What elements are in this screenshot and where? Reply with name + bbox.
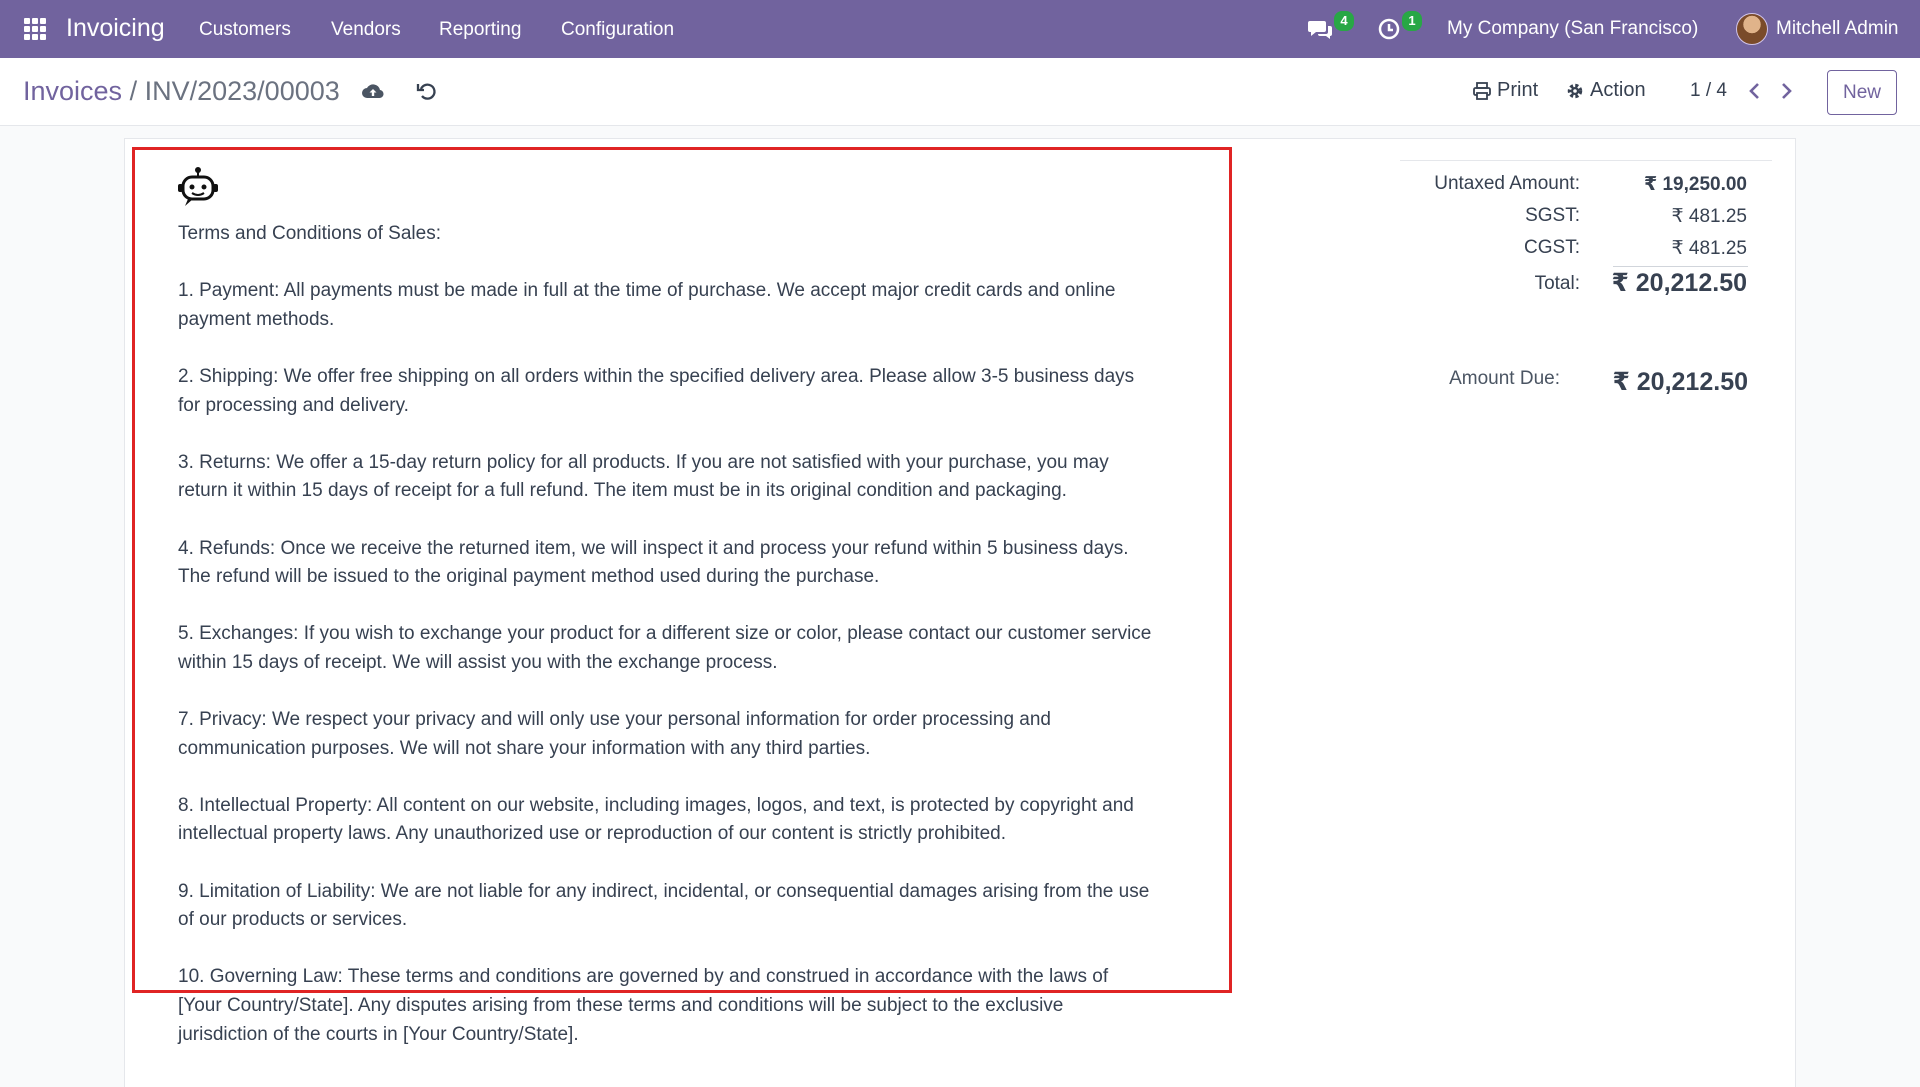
total-value: ₹ 20,212.50 bbox=[1611, 269, 1747, 297]
terms-heading: Terms and Conditions of Sales: bbox=[178, 223, 441, 244]
company-switcher[interactable]: My Company (San Francisco) bbox=[1447, 18, 1699, 39]
terms-item-exchanges: 5. Exchanges: If you wish to exchange your product for a different size or color, please contact our customer service within 15 days of receipt. We will assist you with the exchange process. bbox=[178, 623, 1152, 673]
action-button[interactable] bbox=[1566, 79, 1646, 102]
chevron-right-icon[interactable] bbox=[1776, 80, 1796, 102]
cgst-value: ₹ 481.25 bbox=[1671, 238, 1747, 259]
amount-due-label: Amount Due: bbox=[1449, 368, 1560, 389]
user-avatar[interactable] bbox=[1736, 13, 1768, 45]
terms-item-privacy: 7. Privacy: We respect your privacy and will only use your personal information for order processing and communication purposes. We will not share your information with any third parties. bbox=[178, 709, 1051, 759]
top-navbar bbox=[0, 0, 1920, 58]
terms-item-governing-law: 10. Governing Law: These terms and conditions are governed by and construed in accordance with the laws of [Your Country/State]. Any disputes arising from these terms and conditions will be subject to the exclusive jurisdiction of the courts in [Your Country/State]. bbox=[178, 966, 1109, 1045]
apps-menu-icon[interactable] bbox=[24, 18, 46, 40]
breadcrumb-separator: / bbox=[129, 76, 138, 106]
chevron-left-icon[interactable] bbox=[1745, 80, 1765, 102]
menu-configuration[interactable]: Configuration bbox=[561, 19, 675, 40]
terms-item-liability: 9. Limitation of Liability: We are not liable for any indirect, incidental, or consequential damages arising from the use of our products or services. bbox=[178, 880, 1150, 931]
pager-value[interactable]: 1 / 4 bbox=[1690, 80, 1727, 101]
sgst-value: ₹ 481.25 bbox=[1671, 206, 1747, 227]
save-cloud-icon[interactable] bbox=[361, 81, 385, 101]
terms-item-intellectual-property: 8. Intellectual Property: All content on our website, including images, logos, and text, is protected by copyright and intellectual property laws. Any unauthorized use or reproduction of our content is strictly prohibited. bbox=[178, 794, 1134, 845]
menu-reporting[interactable]: Reporting bbox=[439, 19, 522, 40]
totals-divider bbox=[1400, 160, 1772, 161]
messages-icon[interactable] bbox=[1307, 18, 1333, 40]
sgst-label: SGST: bbox=[1525, 205, 1580, 226]
menu-customers[interactable]: Customers bbox=[199, 19, 291, 40]
new-button[interactable]: New bbox=[1827, 70, 1897, 115]
terms-item-returns: 3. Returns: We offer a 15-day return policy for all products. If you are not satisfied with your purchase, you may return it within 15 days of receipt for a full refund. The item must be in its original condition and packaging. bbox=[178, 451, 1109, 502]
untaxed-amount-value: ₹ 19,250.00 bbox=[1643, 174, 1747, 195]
cgst-label: CGST: bbox=[1524, 237, 1580, 258]
print-label: Print bbox=[1497, 79, 1539, 101]
messages-count-badge: 4 bbox=[1334, 11, 1354, 31]
total-label: Total: bbox=[1534, 273, 1580, 294]
app-name[interactable]: Invoicing bbox=[66, 14, 165, 42]
user-menu[interactable]: Mitchell Admin bbox=[1776, 18, 1899, 39]
breadcrumb bbox=[23, 76, 340, 107]
control-panel bbox=[0, 58, 1920, 126]
action-label: Action bbox=[1590, 79, 1646, 101]
menu-vendors[interactable]: Vendors bbox=[331, 19, 401, 40]
gear-icon bbox=[1566, 82, 1584, 100]
terms-item-shipping: 2. Shipping: We offer free shipping on all orders within the specified delivery area. Please allow 3-5 business days for processing and delivery. bbox=[178, 365, 1135, 416]
terms-item-payment: 1. Payment: All payments must be made in full at the time of purchase. We accept major credit cards and online payment methods. bbox=[178, 280, 1116, 330]
activities-count-badge: 1 bbox=[1402, 11, 1422, 31]
breadcrumb-invoices[interactable]: Invoices bbox=[23, 76, 123, 106]
printer-icon bbox=[1473, 82, 1491, 100]
amount-due-value: ₹ 20,212.50 bbox=[1612, 368, 1748, 396]
terms-item-refunds: 4. Refunds: Once we receive the returned item, we will inspect it and process your refund within 5 business days. The refund will be issued to the original payment method used during the purchase. bbox=[178, 537, 1129, 588]
untaxed-amount-label: Untaxed Amount: bbox=[1434, 173, 1580, 194]
activity-clock-icon[interactable] bbox=[1378, 18, 1400, 40]
terms-and-conditions[interactable] bbox=[178, 168, 1153, 1078]
breadcrumb-current: INV/2023/00003 bbox=[144, 76, 340, 106]
print-button[interactable] bbox=[1473, 79, 1538, 102]
total-divider bbox=[1613, 266, 1748, 267]
discard-undo-icon[interactable] bbox=[416, 80, 438, 102]
